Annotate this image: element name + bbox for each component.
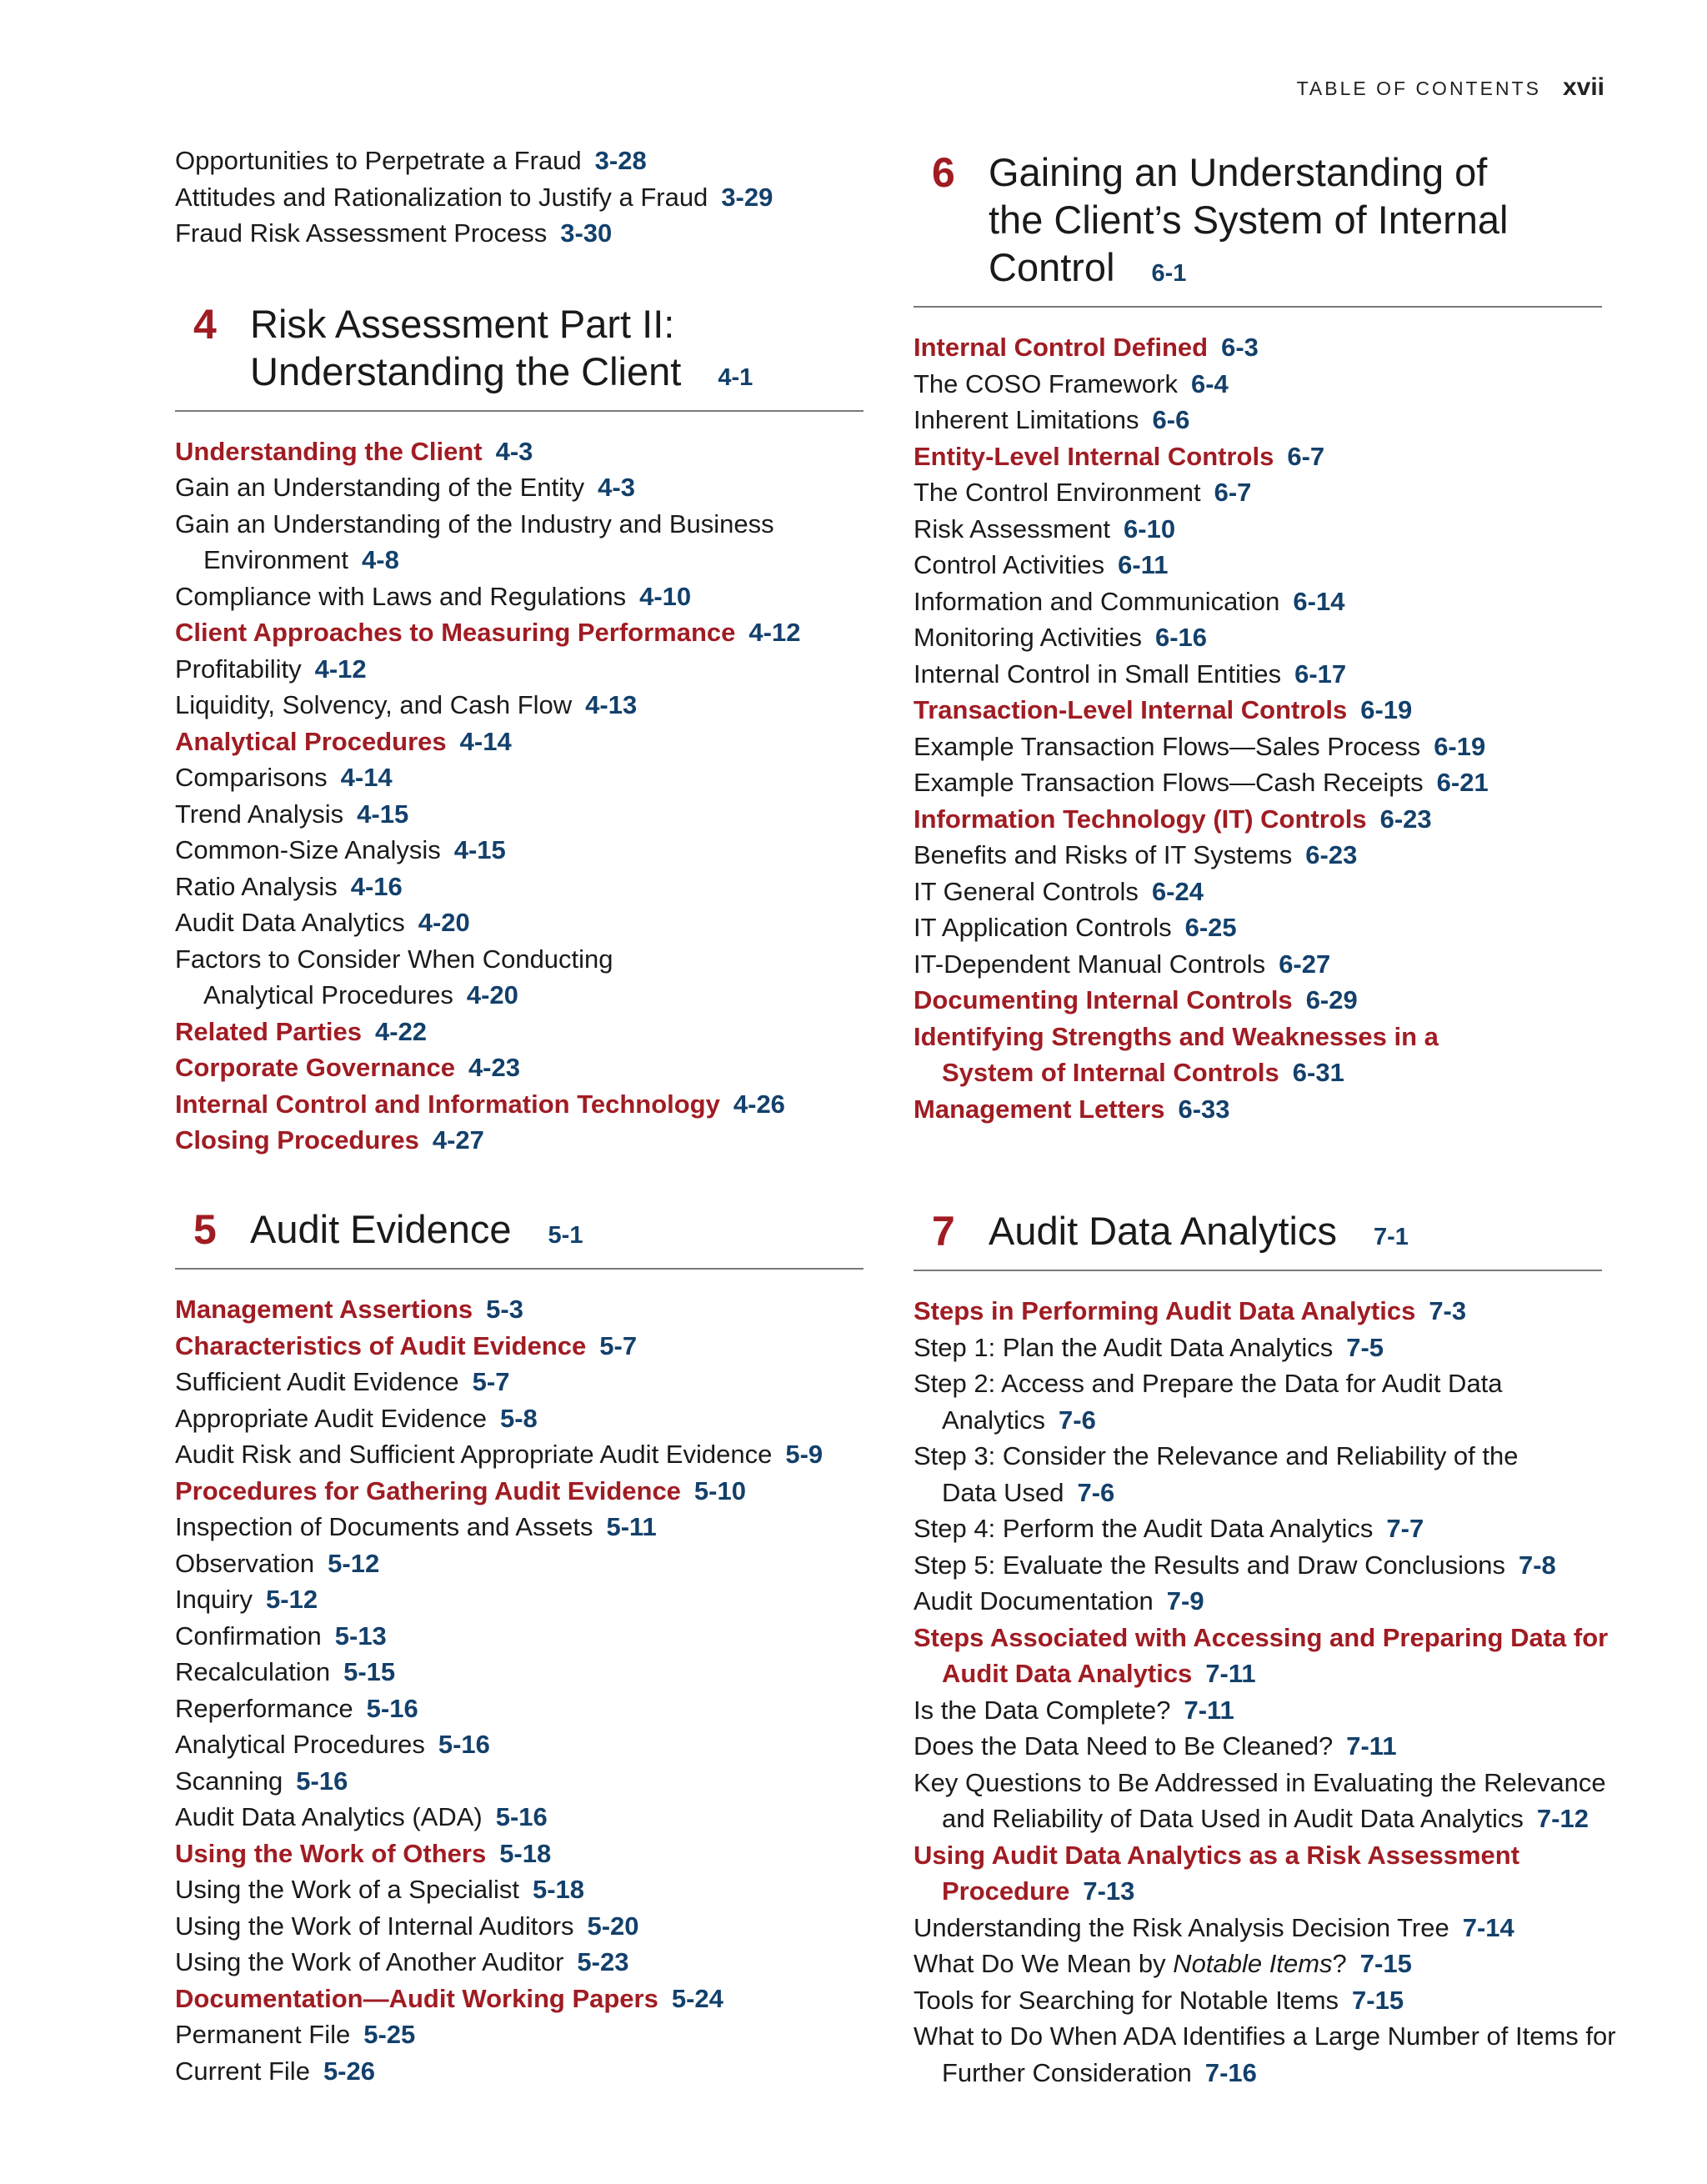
toc-entry[interactable]: Current File 5-26 [175, 2056, 375, 2086]
toc-entry[interactable]: Reperformance 5-16 [175, 1693, 418, 1723]
toc-entry[interactable]: Inspection of Documents and Assets 5-11 [175, 1512, 657, 1541]
toc-entry[interactable]: Information and Communication 6-14 [914, 586, 1345, 616]
toc-entry[interactable]: Step 3: Consider the Relevance and Reliability of the Data Used 7-6 [914, 1441, 1519, 1507]
toc-entry[interactable]: Key Questions to Be Addressed in Evaluating the Relevance and Reliability of Data Used in Audit Data Analytics 7-12 [914, 1767, 1606, 1833]
toc-entry[interactable]: Audit Data Analytics 4-20 [175, 908, 470, 937]
toc-entry[interactable]: Profitability 4-12 [175, 654, 367, 684]
toc-entry[interactable]: Control Activities 6-11 [914, 550, 1169, 579]
toc-entry[interactable]: The Control Environment 6-7 [914, 478, 1252, 507]
toc-column-right-top [914, 148, 1602, 1127]
toc-entry[interactable]: Opportunities to Perpetrate a Fraud 3-28 [175, 146, 647, 175]
toc-entry[interactable]: Confirmation 5-13 [175, 1620, 387, 1651]
toc-column-right-bottom [914, 1207, 1616, 2091]
toc-entry[interactable]: IT Application Controls 6-25 [914, 913, 1237, 942]
toc-entry[interactable]: Example Transaction Flows—Sales Process 6-19 [914, 731, 1486, 761]
toc-section-entry[interactable]: Management Assertions 5-3 [175, 1295, 523, 1324]
toc-section-entry[interactable]: Steps Associated with Accessing and Preparing Data for Audit Data Analytics 7-11 [914, 1622, 1609, 1688]
toc-section-entry[interactable]: Management Letters 6-33 [914, 1094, 1230, 1124]
toc-section-entry[interactable]: Documentation—Audit Working Papers 5-24 [175, 1983, 723, 2013]
toc-entry[interactable]: Factors to Consider When Conducting Analytical Procedures 4-20 [175, 944, 613, 1009]
chapter-page: 6-1 [1151, 260, 1187, 287]
chapter-title: Gaining an Understanding of the Client’s System of Internal Control 6-1 [989, 150, 1509, 289]
toc-column-left-top [175, 143, 864, 1159]
chapter-title: Audit Evidence 5-1 [250, 1207, 583, 1251]
page-number: xvii [1562, 73, 1604, 101]
chapter-number: 4 [193, 300, 217, 348]
toc-entry[interactable]: Risk Assessment 6-10 [914, 513, 1176, 543]
toc-entry[interactable]: Using the Work of Another Auditor 5-23 [175, 1947, 629, 1976]
chapter-page: 7-1 [1374, 1224, 1409, 1250]
chapter-number: 7 [932, 1208, 955, 1255]
toc-entry[interactable]: Internal Control in Small Entities 6-17 [914, 659, 1347, 689]
toc-entry[interactable]: Does the Data Need to Be Cleaned? 7-11 [914, 1731, 1397, 1761]
toc-entry[interactable]: Step 4: Perform the Audit Data Analytics 7-7 [914, 1514, 1424, 1543]
toc-section-entry[interactable]: Related Parties 4-22 [175, 1016, 428, 1046]
toc-entry[interactable]: Permanent File 5-25 [175, 2020, 416, 2049]
toc-entry[interactable]: Comparisons 4-14 [175, 763, 393, 792]
toc-entry[interactable]: Ratio Analysis 4-16 [175, 871, 403, 901]
toc-entry[interactable]: Gain an Understanding of the Entity 4-3 [175, 473, 635, 502]
chapter-title: Audit Data Analytics 7-1 [989, 1209, 1409, 1253]
toc-entry[interactable]: Audit Data Analytics (ADA) 5-16 [175, 1802, 548, 1831]
toc-section-entry[interactable]: Closing Procedures 4-27 [175, 1125, 484, 1155]
toc-entry[interactable]: Understanding the Risk Analysis Decision Tree 7-14 [914, 1912, 1514, 1942]
toc-section-entry[interactable]: Entity-Level Internal Controls 6-7 [914, 441, 1325, 471]
toc-entry[interactable]: Inherent Limitations 6-6 [914, 405, 1190, 434]
toc-entry[interactable]: Audit Risk and Sufficient Appropriate Audit Evidence 5-9 [175, 1440, 823, 1469]
toc-section-entry[interactable]: Information Technology (IT) Controls 6-23 [914, 804, 1432, 834]
toc-section-entry[interactable]: Analytical Procedures 4-14 [175, 726, 512, 756]
toc-section-entry[interactable]: Internal Control and Information Technology 4-26 [175, 1089, 785, 1119]
toc-section-entry[interactable]: Documenting Internal Controls 6-29 [914, 985, 1358, 1014]
toc-entry[interactable]: Analytical Procedures 5-16 [175, 1730, 490, 1759]
chapter-number: 5 [193, 1206, 217, 1253]
chapter-4-heading[interactable] [175, 300, 864, 412]
chapter-7-heading[interactable] [914, 1207, 1602, 1271]
toc-entry[interactable]: What to Do When ADA Identifies a Large Number of Items for Further Consideration 7-16 [914, 2021, 1616, 2087]
toc-entry[interactable]: What Do We Mean by Notable Items? 7-15 [914, 1949, 1412, 1978]
toc-entry[interactable]: IT-Dependent Manual Controls 6-27 [914, 949, 1331, 979]
toc-entry[interactable]: Observation 5-12 [175, 1548, 380, 1578]
toc-entry[interactable]: Example Transaction Flows—Cash Receipts 6-21 [914, 768, 1489, 797]
toc-entry[interactable]: Fraud Risk Assessment Process 3-30 [175, 218, 613, 248]
toc-entry[interactable]: Sufficient Audit Evidence 5-7 [175, 1367, 510, 1396]
toc-entry[interactable]: Scanning 5-16 [175, 1766, 348, 1796]
toc-section-entry[interactable]: Steps in Performing Audit Data Analytics 7-3 [914, 1296, 1467, 1325]
toc-entry[interactable]: Step 2: Access and Prepare the Data for Audit Data Analytics 7-6 [914, 1369, 1503, 1435]
toc-section-entry[interactable]: Client Approaches to Measuring Performance 4-12 [175, 618, 801, 647]
toc-entry[interactable]: Attitudes and Rationalization to Justify a Fraud 3-29 [175, 182, 773, 212]
toc-section-entry[interactable]: Using the Work of Others 5-18 [175, 1838, 552, 1868]
toc-entry[interactable]: Step 1: Plan the Audit Data Analytics 7-5 [914, 1332, 1384, 1362]
toc-entry[interactable]: Common-Size Analysis 4-15 [175, 835, 506, 864]
toc-entry[interactable]: IT General Controls 6-24 [914, 876, 1204, 906]
chapter-page: 4-1 [718, 363, 753, 391]
toc-entry[interactable]: Benefits and Risks of IT Systems 6-23 [914, 840, 1358, 869]
running-head [1297, 73, 1604, 102]
toc-section-entry[interactable]: Identifying Strengths and Weaknesses in a System of Internal Controls 6-31 [914, 1021, 1439, 1087]
toc-column-left-bottom [175, 1205, 864, 2089]
running-head-label: TABLE OF CONTENTS [1296, 78, 1541, 99]
toc-entry[interactable]: Trend Analysis 4-15 [175, 799, 409, 829]
toc-entry[interactable]: Step 5: Evaluate the Results and Draw Conclusions 7-8 [914, 1550, 1556, 1580]
chapter-title: Risk Assessment Part II: Understanding the Client 4-1 [250, 301, 753, 393]
toc-section-entry[interactable]: Procedures for Gathering Audit Evidence 5-10 [175, 1475, 746, 1505]
toc-entry[interactable]: Using the Work of Internal Auditors 5-20 [175, 1911, 639, 1941]
chapter-page: 5-1 [548, 1222, 583, 1249]
chapter-6-heading[interactable] [914, 148, 1602, 308]
toc-section-entry[interactable]: Understanding the Client 4-3 [175, 436, 533, 466]
chapter-5-heading[interactable] [175, 1205, 864, 1270]
chapter-number: 6 [932, 149, 955, 196]
toc-entry[interactable]: Audit Documentation 7-9 [914, 1586, 1204, 1615]
toc-entry[interactable]: Gain an Understanding of the Industry and Business Environment 4-8 [175, 508, 774, 574]
toc-section-entry[interactable]: Corporate Governance 4-23 [175, 1053, 520, 1082]
toc-section-entry[interactable]: Characteristics of Audit Evidence 5-7 [175, 1330, 638, 1360]
toc-entry[interactable]: Using the Work of a Specialist 5-18 [175, 1875, 584, 1904]
toc-section-entry[interactable]: Using Audit Data Analytics as a Risk Assessment Procedure 7-13 [914, 1840, 1520, 1906]
toc-entry[interactable]: Appropriate Audit Evidence 5-8 [175, 1403, 538, 1433]
toc-entry[interactable]: Inquiry 5-12 [175, 1585, 318, 1614]
toc-entry[interactable]: Monitoring Activities 6-16 [914, 623, 1207, 652]
toc-entry[interactable]: Tools for Searching for Notable Items 7-15 [914, 1985, 1404, 2015]
toc-entry[interactable]: The COSO Framework 6-4 [914, 368, 1229, 398]
toc-section-entry[interactable]: Internal Control Defined 6-3 [914, 333, 1259, 362]
toc-entry[interactable]: Compliance with Laws and Regulations 4-10 [175, 581, 692, 611]
toc-entry[interactable]: Recalculation 5-15 [175, 1657, 396, 1686]
toc-entry[interactable]: Liquidity, Solvency, and Cash Flow 4-13 [175, 690, 638, 719]
toc-entry[interactable]: Is the Data Complete? 7-11 [914, 1695, 1234, 1725]
toc-section-entry[interactable]: Transaction-Level Internal Controls 6-19 [914, 695, 1413, 724]
